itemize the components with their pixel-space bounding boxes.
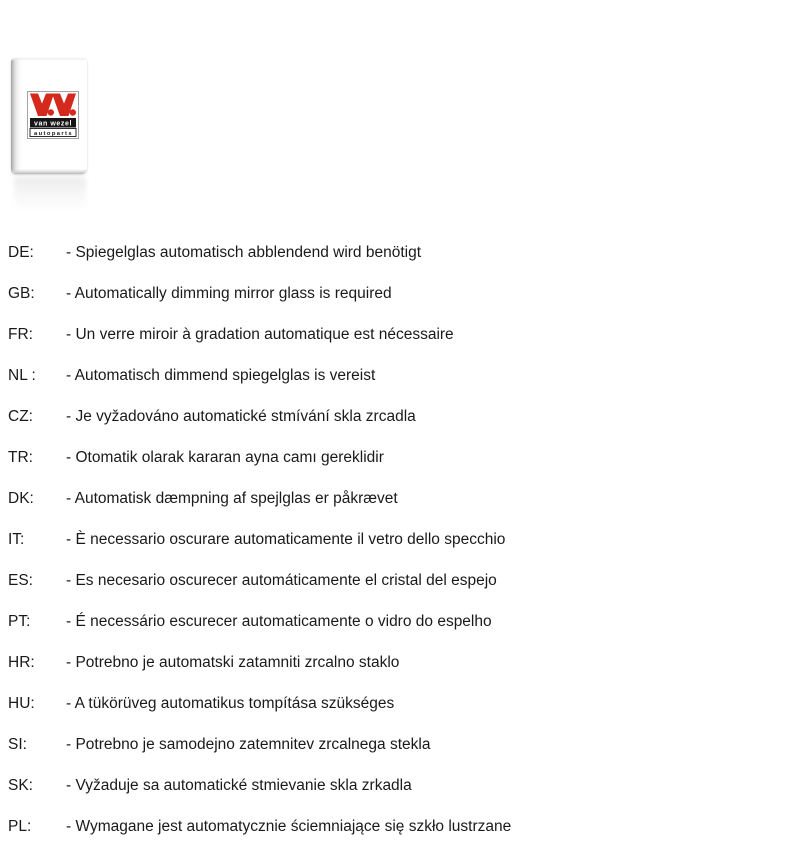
translation-row	[8, 314, 511, 355]
translation-text: - Automatisk dæmpning af spejlglas er påkrævet	[66, 490, 398, 507]
translation-row	[8, 519, 511, 560]
translation-text: - Automatisch dimmend spiegelglas is vereist	[66, 367, 376, 384]
translation-text: - È necessario oscurare automaticamente il vetro dello specchio	[66, 531, 506, 548]
card-reflection	[14, 177, 86, 211]
translation-row	[8, 355, 511, 396]
language-code: SI:	[8, 736, 27, 753]
van-wezel-logo	[27, 91, 79, 139]
logo-card	[11, 58, 87, 174]
translation-text: - Je vyžadováno automatické stmívání skla zrcadla	[66, 408, 416, 425]
translation-text: - Spiegelglas automatisch abblendend wird benötigt	[66, 244, 422, 261]
translation-row	[8, 765, 511, 806]
translation-row	[8, 601, 511, 642]
translation-row	[8, 642, 511, 683]
language-code: PL:	[8, 818, 32, 835]
translation-text: - Potrebno je samodejno zatemnitev zrcalnega stekla	[66, 736, 431, 753]
language-code: DE:	[8, 244, 34, 261]
language-code: ES:	[8, 572, 33, 589]
language-code: GB:	[8, 285, 35, 302]
translation-text: - É necessário escurecer automaticamente o vidro do espelho	[66, 613, 492, 630]
language-code: IT:	[8, 531, 25, 548]
language-code: HR:	[8, 654, 35, 671]
translation-row	[8, 560, 511, 601]
translation-text: - Wymagane jest automatycznie ściemniające się szkło lustrzane	[66, 818, 512, 835]
translation-text: - Potrebno je automatski zatamniti zrcalno staklo	[66, 654, 400, 671]
language-code: HU:	[8, 695, 35, 712]
translation-list	[8, 232, 511, 847]
translation-row	[8, 273, 511, 314]
language-code: FR:	[8, 326, 33, 343]
translation-row	[8, 724, 511, 765]
language-code: TR:	[8, 449, 33, 466]
brand-text: van wezel	[33, 120, 73, 128]
translation-row	[8, 232, 511, 273]
subbrand-text: autoparts	[33, 130, 74, 137]
translation-text: - Otomatik olarak kararan ayna camı gereklidir	[66, 449, 384, 466]
translation-row	[8, 683, 511, 724]
translation-text: - Es necesario oscurecer automáticamente el cristal del espejo	[66, 572, 497, 589]
translation-row	[8, 806, 511, 847]
language-code: SK:	[8, 777, 33, 794]
language-code: CZ:	[8, 408, 33, 425]
translation-text: - Un verre miroir à gradation automatique est nécessaire	[66, 326, 454, 343]
translation-text: - A tükörüveg automatikus tompítása szükséges	[66, 695, 395, 712]
translation-text: - Vyžaduje sa automatické stmievanie skla zrkadla	[66, 777, 412, 794]
translation-row	[8, 478, 511, 519]
language-code: DK:	[8, 490, 34, 507]
translation-text: - Automatically dimming mirror glass is required	[66, 285, 392, 302]
translation-row	[8, 396, 511, 437]
language-code: NL :	[8, 367, 36, 384]
language-code: PT:	[8, 613, 31, 630]
translation-row	[8, 437, 511, 478]
